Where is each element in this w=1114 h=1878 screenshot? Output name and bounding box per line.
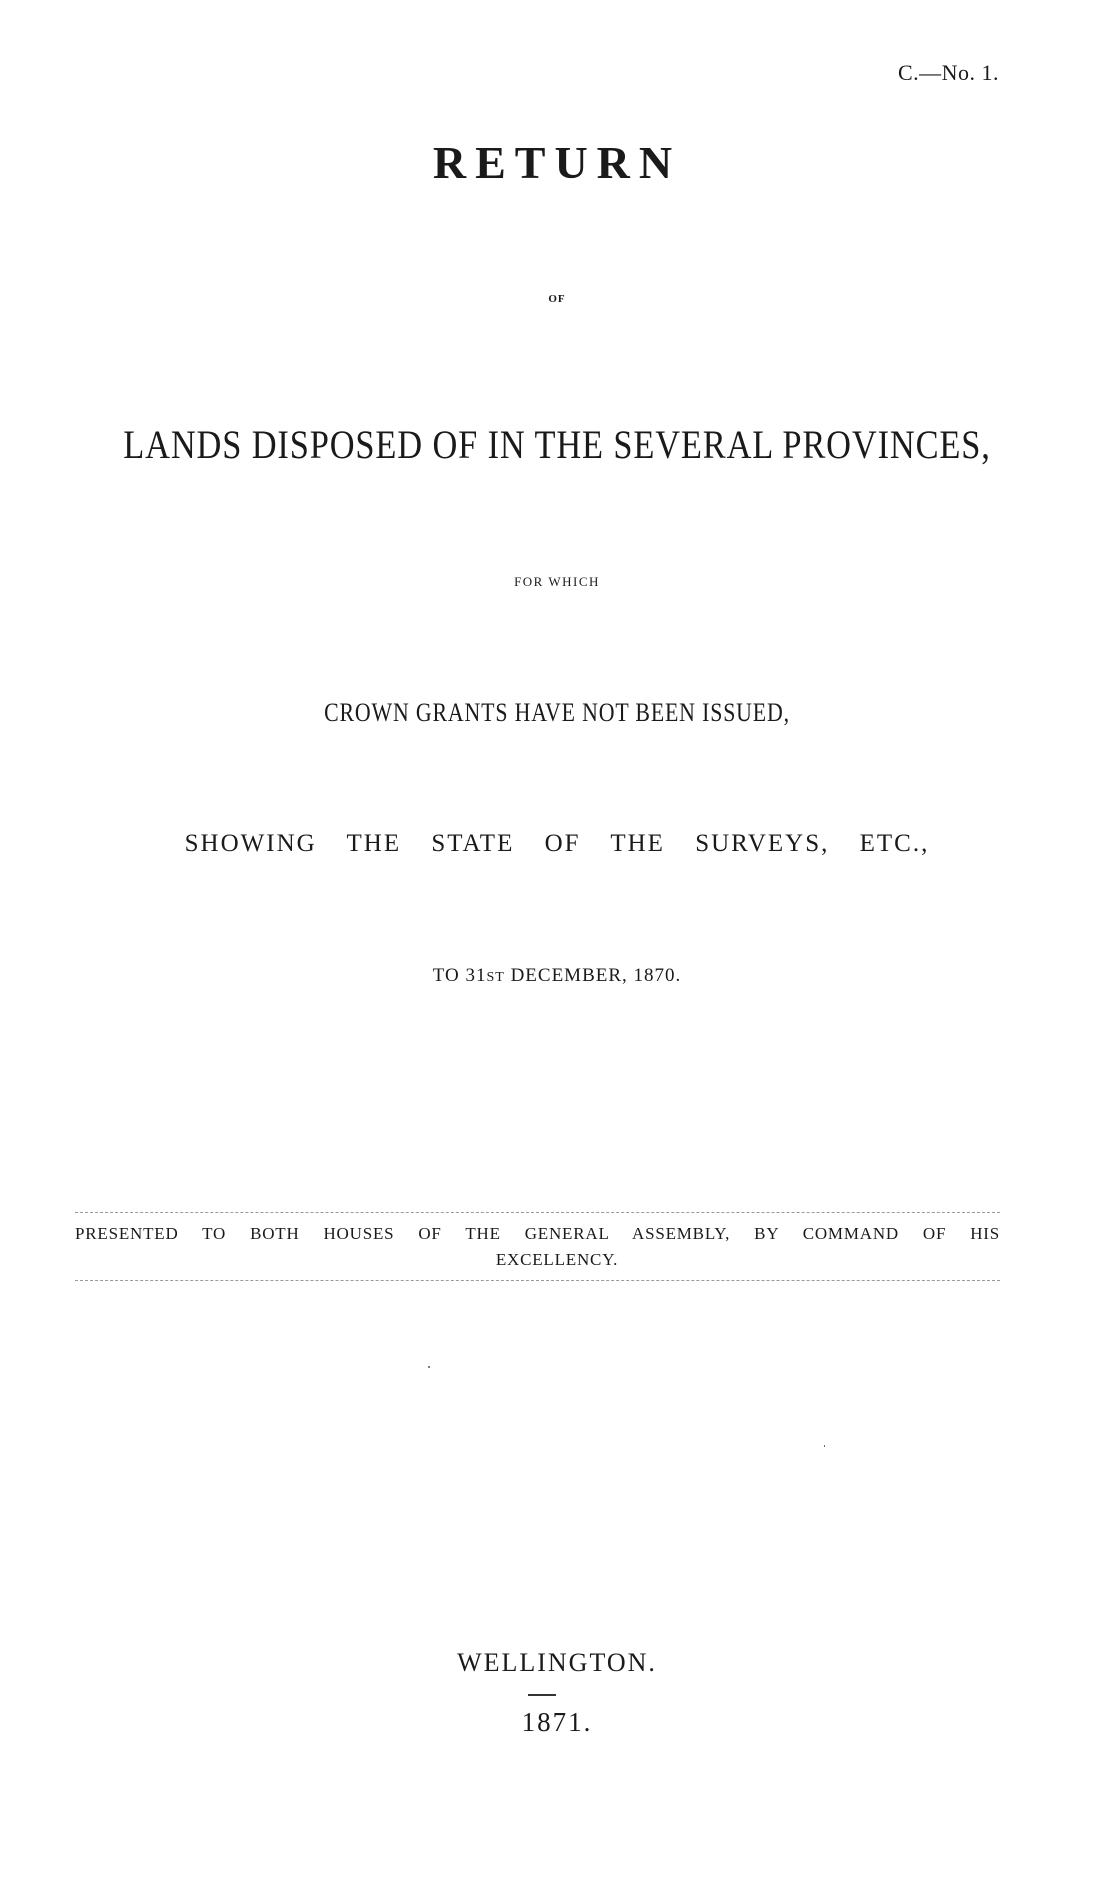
top-divider bbox=[75, 1212, 1000, 1213]
of-label: OF bbox=[548, 293, 566, 305]
ink-speck bbox=[428, 1366, 430, 1368]
document-reference: C.—No. 1. bbox=[897, 60, 999, 85]
publication-year: 1871. bbox=[521, 1707, 593, 1737]
short-divider bbox=[528, 1694, 556, 1696]
for-which-label: FOR WHICH bbox=[514, 574, 600, 589]
date-prefix: TO 31 bbox=[432, 965, 487, 986]
showing-heading: SHOWING THE STATE OF THE SURVEYS, ETC., bbox=[184, 830, 930, 857]
presented-line-1: PRESENTED TO BOTH HOUSES OF THE GENERAL ASSEMBLY, BY COMMAND OF HIS bbox=[75, 1224, 1000, 1243]
date-line bbox=[0, 965, 1114, 987]
document-title: RETURN bbox=[432, 137, 682, 188]
date-suffix: DECEMBER, 1870. bbox=[504, 965, 682, 986]
date-ordinal: ST bbox=[486, 970, 505, 985]
main-heading: LANDS DISPOSED OF IN THE SEVERAL PROVINCES, bbox=[123, 422, 991, 467]
ink-speck bbox=[824, 1445, 825, 1447]
presented-line-2: EXCELLENCY. bbox=[495, 1250, 619, 1269]
bottom-divider bbox=[75, 1280, 1000, 1281]
crown-grants-heading: CROWN GRANTS HAVE NOT BEEN ISSUED, bbox=[324, 698, 790, 727]
place-of-publication: WELLINGTON. bbox=[457, 1648, 657, 1677]
